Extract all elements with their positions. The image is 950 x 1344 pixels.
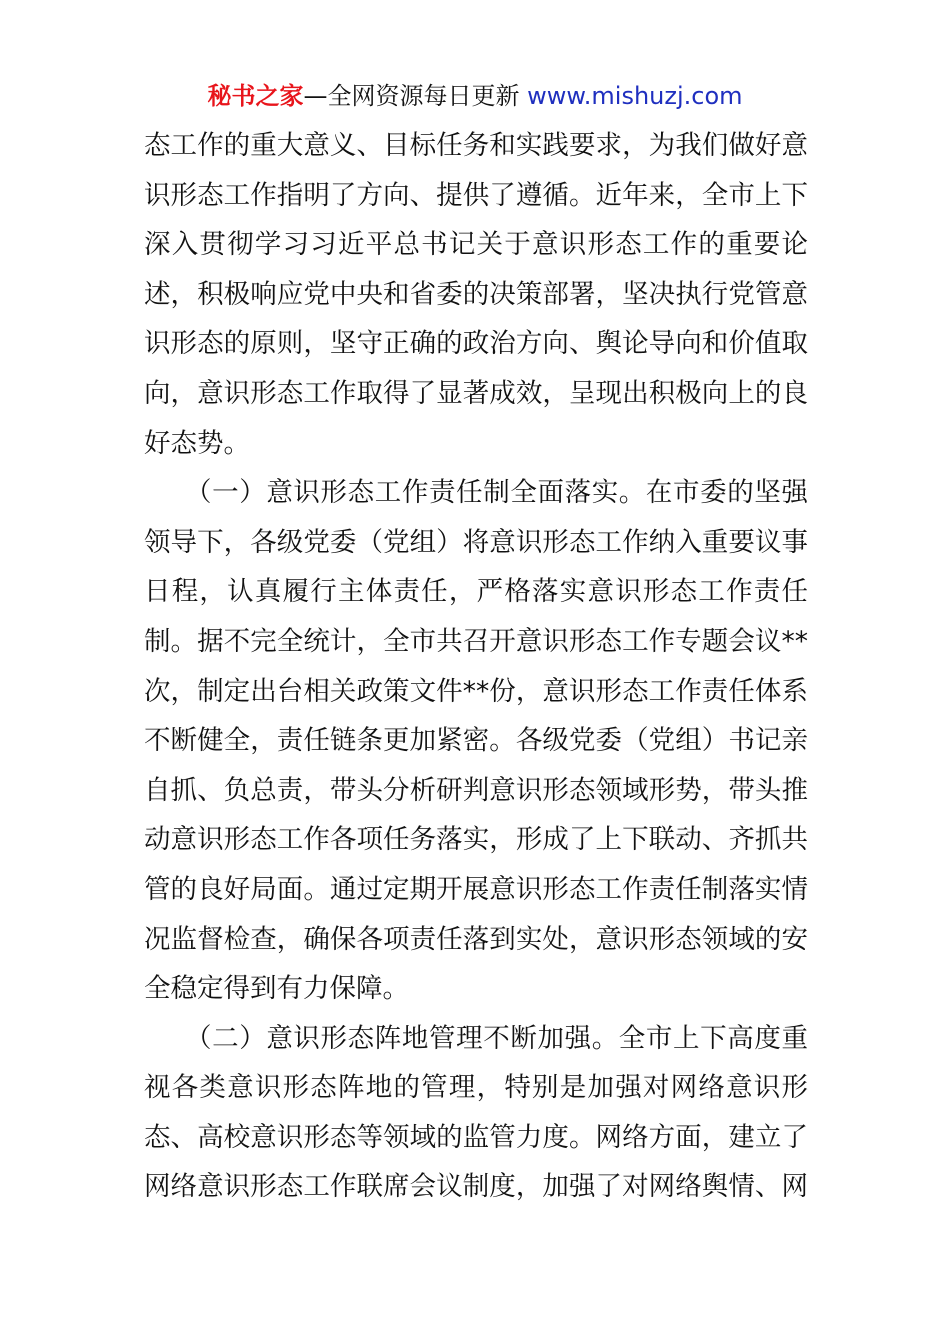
text-line: （二）意识形态阵地管理不断加强。全市上下高度重: [144, 1022, 808, 1054]
text-line: 动意识形态工作各项任务落实，形成了上下联动、齐抓共: [144, 824, 808, 856]
text-line: 全稳定得到有力保障。: [144, 973, 409, 1005]
text-line: 制。据不完全统计，全市共召开意识形态工作专题会议**: [144, 625, 808, 657]
text-line: 管的良好局面。通过定期开展意识形态工作责任制落实情: [144, 873, 808, 905]
text-line: 领导下，各级党委（党组）将意识形态工作纳入重要议事: [144, 526, 808, 558]
text-line: 述，积极响应党中央和省委的决策部署，坚决执行党管意: [144, 278, 808, 310]
text-line: 日程，认真履行主体责任，严格落实意识形态工作责任: [144, 576, 808, 608]
text-line: 视各类意识形态阵地的管理，特别是加强对网络意识形: [144, 1072, 808, 1104]
header-tagline: —全网资源每日更新: [303, 82, 528, 110]
text-line: 况监督检查，确保各项责任落到实处，意识形态领域的安: [144, 923, 808, 955]
text-line: 好态势。: [144, 427, 250, 459]
text-line: 不断健全，责任链条更加紧密。各级党委（党组）书记亲: [144, 725, 808, 757]
website-link[interactable]: www.mishuzj.com: [527, 82, 743, 110]
page-header: [0, 78, 950, 114]
text-line: 网络意识形态工作联席会议制度，加强了对网络舆情、网: [144, 1171, 808, 1203]
text-line: （一）意识形态工作责任制全面落实。在市委的坚强: [144, 477, 808, 509]
text-line: 态、高校意识形态等领域的监管力度。网络方面，建立了: [144, 1121, 808, 1153]
text-line: 次，制定出台相关政策文件**份，意识形态工作责任体系: [144, 675, 808, 707]
text-line: 深入贯彻学习习近平总书记关于意识形态工作的重要论: [144, 229, 808, 261]
body-text: [144, 121, 808, 1212]
text-line: 识形态的原则，坚守正确的政治方向、舆论导向和价值取: [144, 328, 808, 360]
brand-name: 秘书之家: [207, 82, 304, 110]
text-line: 识形态工作指明了方向、提供了遵循。近年来，全市上下: [144, 179, 808, 211]
text-line: 向，意识形态工作取得了显著成效，呈现出积极向上的良: [144, 377, 808, 409]
text-line: 态工作的重大意义、目标任务和实践要求，为我们做好意: [144, 130, 808, 161]
text-line: 自抓、负总责，带头分析研判意识形态领域形势，带头推: [144, 774, 808, 806]
